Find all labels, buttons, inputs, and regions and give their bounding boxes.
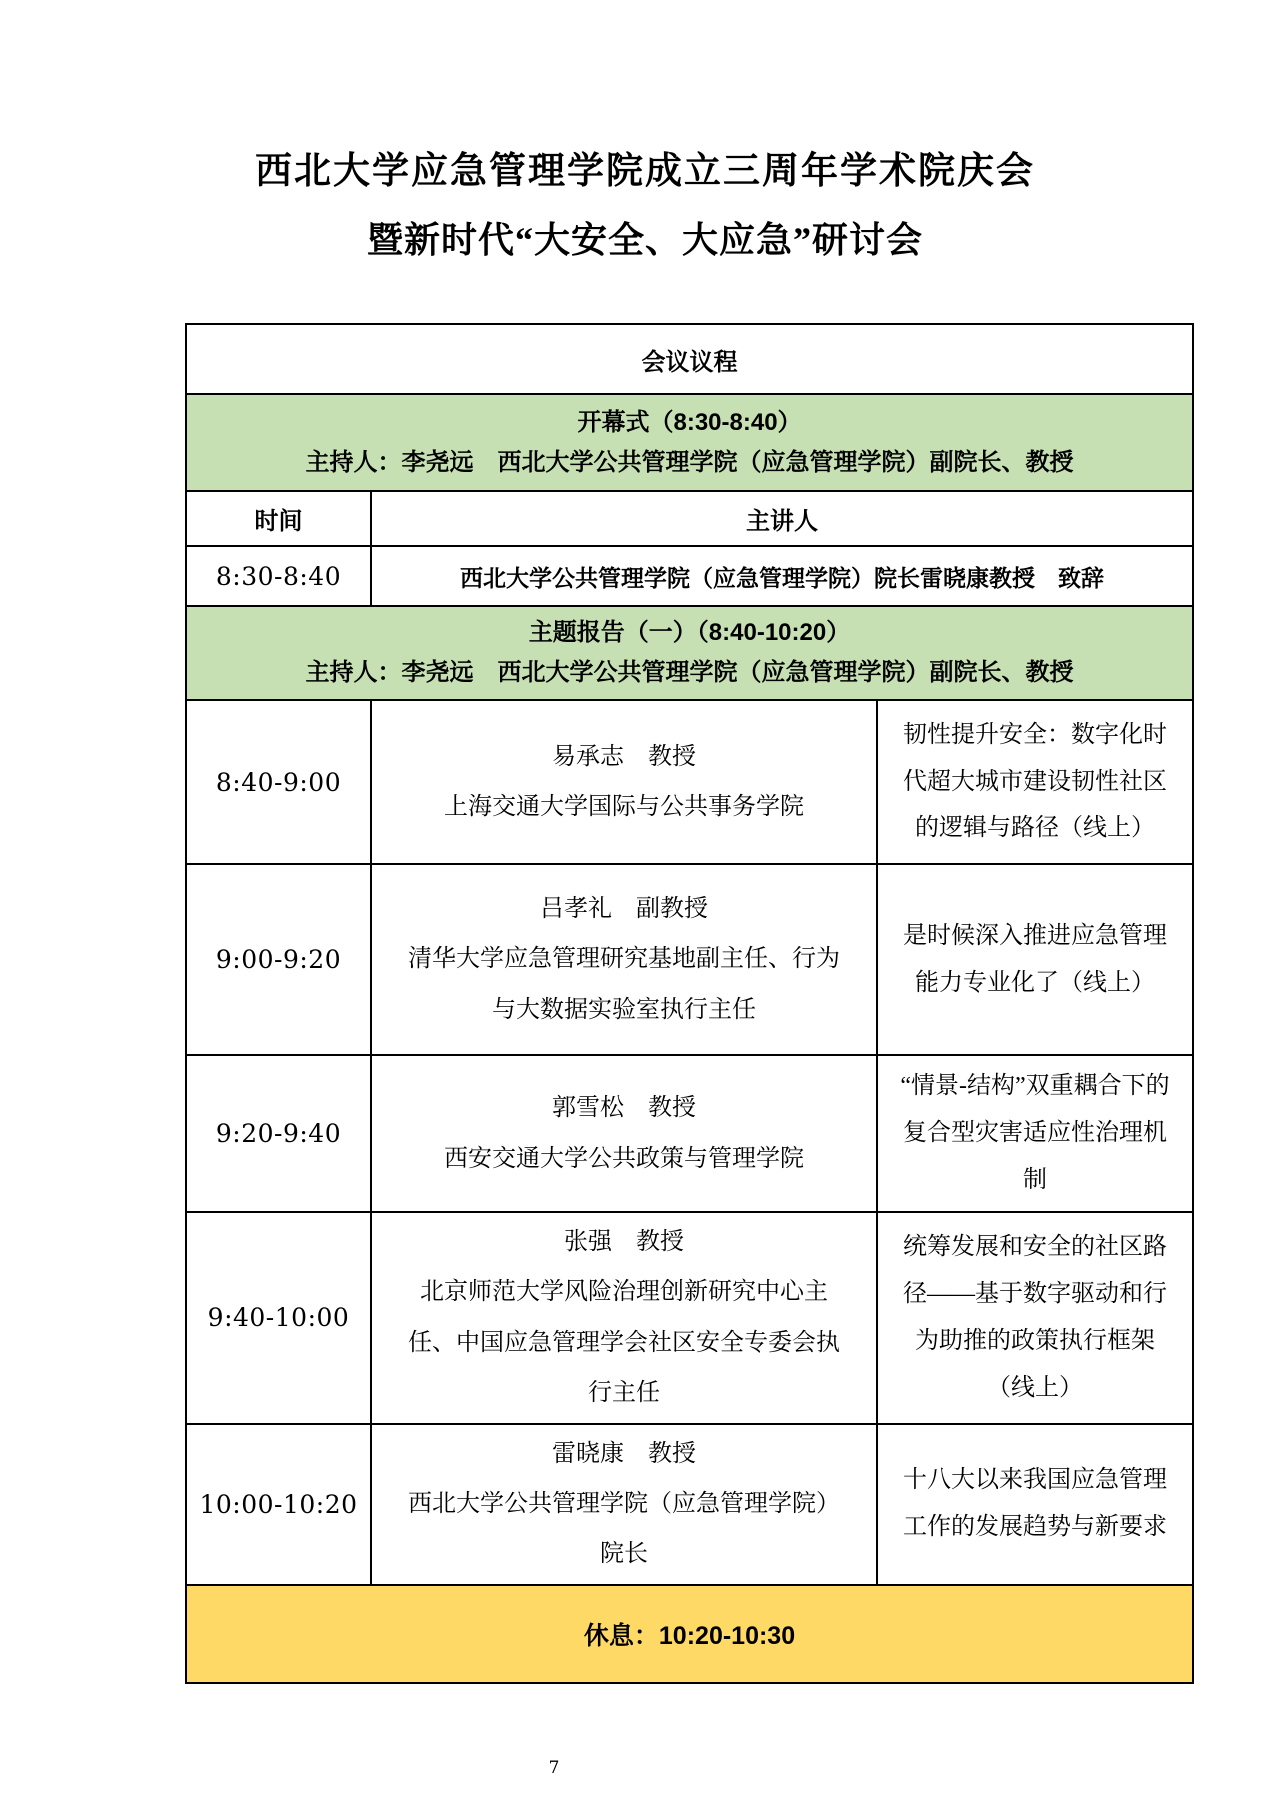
opening-speech-time: 8:30-8:40 <box>186 546 371 606</box>
session1-section-cell <box>186 606 1193 700</box>
talk-time: 9:00-9:20 <box>186 864 371 1055</box>
opening-section-title: 开幕式（8:30-8:40） <box>577 408 802 436</box>
talk-time: 9:20-9:40 <box>186 1055 371 1212</box>
session1-section-title: 主题报告（一）（8:40-10:20） <box>528 619 851 646</box>
talk-speaker-name: 雷晓康 教授 <box>552 1440 696 1467</box>
talk-speaker-name: 吕孝礼 副教授 <box>540 895 708 922</box>
talk-speaker-name: 张强 教授 <box>564 1229 684 1255</box>
agenda-caption: 会议议程 <box>186 324 1193 394</box>
opening-section-row <box>186 394 1193 491</box>
talk-row <box>186 700 1193 864</box>
opening-speech-row <box>186 546 1193 606</box>
agenda-caption-row <box>186 324 1193 394</box>
talk-speaker-org: 西北大学公共管理学院（应急管理学院）院长 <box>408 1490 840 1568</box>
talk-time: 8:40-9:00 <box>186 700 371 864</box>
break-label: 休息：10:20-10:30 <box>186 1585 1193 1683</box>
talk-speaker-cell <box>371 700 877 864</box>
document-title-line1: 西北大学应急管理学院成立三周年学术院庆会 <box>255 151 1035 192</box>
opening-section-host: 主持人：李尧远 西北大学公共管理学院（应急管理学院）副院长、教授 <box>305 448 1074 476</box>
talk-speaker-org: 西安交通大学公共政策与管理学院 <box>444 1145 804 1172</box>
page-number: 7 <box>548 1758 560 1778</box>
talk-time: 9:40-10:00 <box>186 1212 371 1424</box>
document-title-line2: 暨新时代“大安全、大应急”研讨会 <box>366 220 923 260</box>
talk-speaker-cell <box>371 864 877 1055</box>
break-row <box>186 1585 1193 1683</box>
opening-speech-content: 西北大学公共管理学院（应急管理学院）院长雷晓康教授 致辞 <box>371 546 1193 606</box>
talk-time: 10:00-10:20 <box>186 1424 371 1585</box>
talk-row <box>186 864 1193 1055</box>
session1-section-row <box>186 606 1193 700</box>
talk-topic: 十八大以来我国应急管理工作的发展趋势与新要求 <box>877 1424 1193 1585</box>
talk-topic: 是时候深入推进应急管理能力专业化了（线上） <box>877 864 1193 1055</box>
talk-speaker-name: 郭雪松 教授 <box>552 1095 696 1122</box>
talk-row <box>186 1212 1193 1424</box>
col-header-time: 时间 <box>186 491 371 546</box>
col-header-speaker: 主讲人 <box>371 491 1193 546</box>
talk-row <box>186 1424 1193 1585</box>
talk-speaker-cell <box>371 1424 877 1585</box>
talk-speaker-org: 清华大学应急管理研究基地副主任、行为与大数据实验室执行主任 <box>408 946 840 1023</box>
opening-section-cell <box>186 394 1193 491</box>
talk-topic: “情景-结构”双重耦合下的复合型灾害适应性治理机制 <box>877 1055 1193 1212</box>
agenda-table <box>185 323 1194 1684</box>
talk-speaker-org: 上海交通大学国际与公共事务学院 <box>444 794 804 820</box>
talk-row <box>186 1055 1193 1212</box>
talk-topic: 统筹发展和安全的社区路径——基于数字驱动和行为助推的政策执行框架（线上） <box>877 1212 1193 1424</box>
talk-speaker-name: 易承志 教授 <box>552 743 696 770</box>
session1-section-host: 主持人：李尧远 西北大学公共管理学院（应急管理学院）副院长、教授 <box>305 659 1074 686</box>
column-header-row <box>186 491 1193 546</box>
talk-speaker-cell <box>371 1212 877 1424</box>
talk-topic: 韧性提升安全：数字化时代超大城市建设韧性社区的逻辑与路径（线上） <box>877 700 1193 864</box>
talk-speaker-org: 北京师范大学风险治理创新研究中心主任、中国应急管理学会社区安全专委会执行主任 <box>408 1279 840 1407</box>
talk-speaker-cell <box>371 1055 877 1212</box>
